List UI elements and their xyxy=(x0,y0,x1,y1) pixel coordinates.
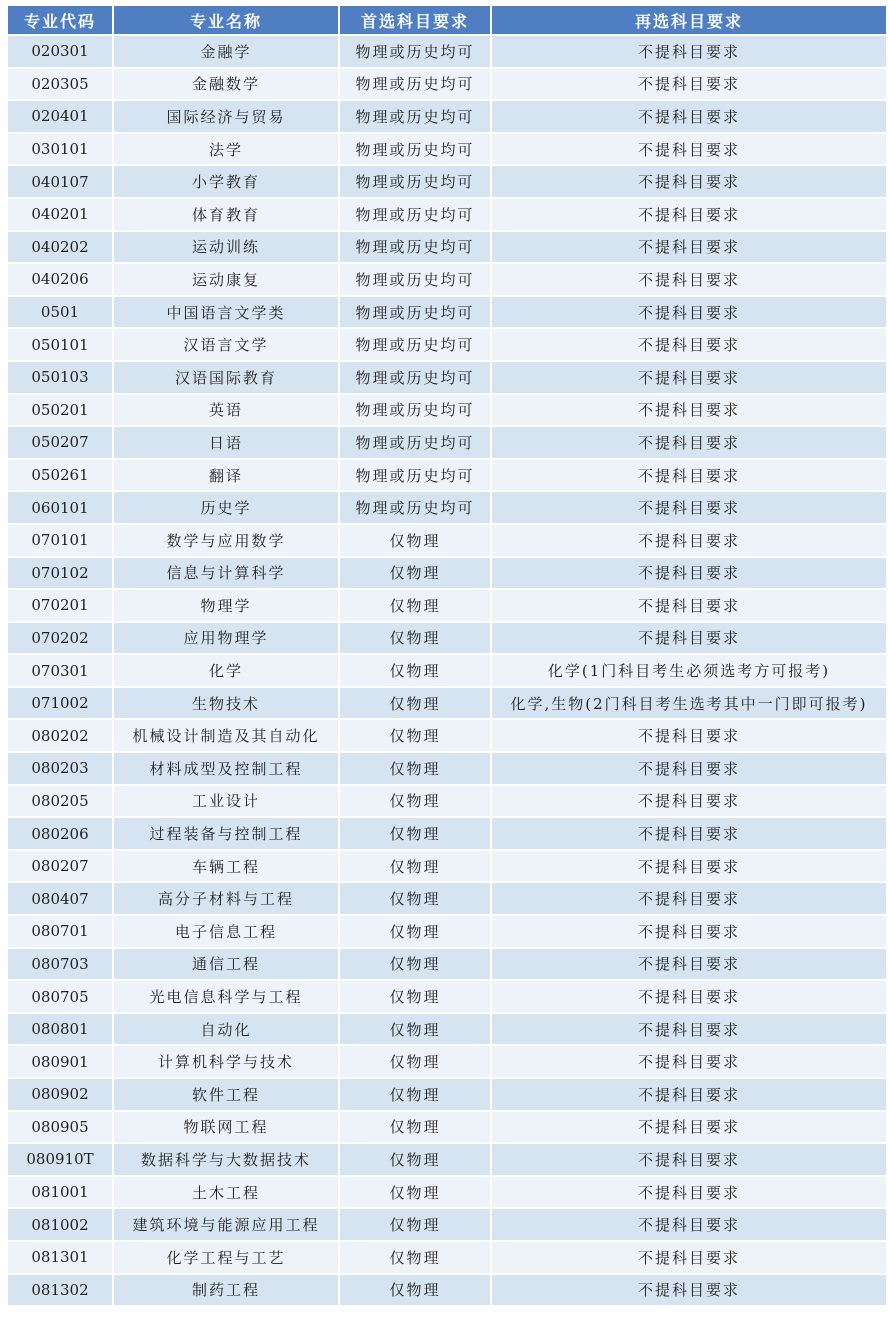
table-row xyxy=(8,69,886,100)
second-choice-cell: 不提科目要求 xyxy=(492,297,886,328)
major-code-cell: 081302 xyxy=(8,1275,112,1306)
table-row xyxy=(8,297,886,328)
major-code-cell: 080701 xyxy=(8,916,112,947)
table-body xyxy=(8,36,886,1305)
major-code-cell: 040202 xyxy=(8,232,112,263)
major-name-cell: 翻译 xyxy=(114,460,338,491)
major-code-cell: 050207 xyxy=(8,427,112,458)
second-choice-cell: 不提科目要求 xyxy=(492,69,886,100)
header-first-choice: 首选科目要求 xyxy=(340,6,490,34)
first-choice-cell: 物理或历史均可 xyxy=(340,134,490,165)
first-choice-cell: 仅物理 xyxy=(340,1209,490,1240)
major-name-cell: 自动化 xyxy=(114,1014,338,1045)
major-code-cell: 070101 xyxy=(8,525,112,556)
table-row xyxy=(8,1275,886,1306)
major-name-cell: 运动康复 xyxy=(114,264,338,295)
first-choice-cell: 物理或历史均可 xyxy=(340,232,490,263)
second-choice-cell: 不提科目要求 xyxy=(492,916,886,947)
table-row xyxy=(8,329,886,360)
second-choice-cell: 不提科目要求 xyxy=(492,590,886,621)
major-name-cell: 国际经济与贸易 xyxy=(114,101,338,132)
major-name-cell: 体育教育 xyxy=(114,199,338,230)
major-name-cell: 汉语言文学 xyxy=(114,329,338,360)
table-row xyxy=(8,460,886,491)
major-code-cell: 020301 xyxy=(8,36,112,67)
first-choice-cell: 仅物理 xyxy=(340,590,490,621)
major-code-cell: 080801 xyxy=(8,1014,112,1045)
first-choice-cell: 仅物理 xyxy=(340,655,490,686)
major-code-cell: 080901 xyxy=(8,1046,112,1077)
major-code-cell: 050201 xyxy=(8,395,112,426)
major-code-cell: 081301 xyxy=(8,1242,112,1273)
second-choice-cell: 不提科目要求 xyxy=(492,36,886,67)
table-row xyxy=(8,1014,886,1045)
subject-requirements-table xyxy=(6,4,888,1307)
major-code-cell: 080205 xyxy=(8,786,112,817)
major-name-cell: 化学 xyxy=(114,655,338,686)
major-name-cell: 历史学 xyxy=(114,492,338,523)
table-row xyxy=(8,36,886,67)
major-code-cell: 030101 xyxy=(8,134,112,165)
major-name-cell: 数据科学与大数据技术 xyxy=(114,1144,338,1175)
first-choice-cell: 仅物理 xyxy=(340,1079,490,1110)
second-choice-cell: 不提科目要求 xyxy=(492,101,886,132)
major-name-cell: 软件工程 xyxy=(114,1079,338,1110)
first-choice-cell: 物理或历史均可 xyxy=(340,166,490,197)
first-choice-cell: 仅物理 xyxy=(340,1144,490,1175)
first-choice-cell: 仅物理 xyxy=(340,786,490,817)
second-choice-cell: 不提科目要求 xyxy=(492,720,886,751)
major-name-cell: 过程装备与控制工程 xyxy=(114,818,338,849)
table-row xyxy=(8,1209,886,1240)
major-code-cell: 080905 xyxy=(8,1112,112,1143)
table-row xyxy=(8,492,886,523)
major-code-cell: 080206 xyxy=(8,818,112,849)
major-code-cell: 080902 xyxy=(8,1079,112,1110)
major-code-cell: 050101 xyxy=(8,329,112,360)
table-row xyxy=(8,916,886,947)
second-choice-cell: 不提科目要求 xyxy=(492,1014,886,1045)
table-row xyxy=(8,786,886,817)
major-name-cell: 金融学 xyxy=(114,36,338,67)
table-row xyxy=(8,590,886,621)
major-name-cell: 金融数学 xyxy=(114,69,338,100)
first-choice-cell: 仅物理 xyxy=(340,1014,490,1045)
first-choice-cell: 物理或历史均可 xyxy=(340,329,490,360)
major-name-cell: 材料成型及控制工程 xyxy=(114,753,338,784)
table-row xyxy=(8,525,886,556)
second-choice-cell: 不提科目要求 xyxy=(492,981,886,1012)
first-choice-cell: 仅物理 xyxy=(340,1112,490,1143)
second-choice-cell: 不提科目要求 xyxy=(492,949,886,980)
first-choice-cell: 仅物理 xyxy=(340,1177,490,1208)
major-code-cell: 0501 xyxy=(8,297,112,328)
table-row xyxy=(8,232,886,263)
table-row xyxy=(8,166,886,197)
major-code-cell: 040201 xyxy=(8,199,112,230)
major-name-cell: 机械设计制造及其自动化 xyxy=(114,720,338,751)
major-name-cell: 高分子材料与工程 xyxy=(114,883,338,914)
major-code-cell: 080705 xyxy=(8,981,112,1012)
major-code-cell: 060101 xyxy=(8,492,112,523)
major-code-cell: 070301 xyxy=(8,655,112,686)
major-code-cell: 080407 xyxy=(8,883,112,914)
first-choice-cell: 仅物理 xyxy=(340,688,490,719)
second-choice-cell: 不提科目要求 xyxy=(492,362,886,393)
major-code-cell: 070102 xyxy=(8,558,112,589)
major-name-cell: 车辆工程 xyxy=(114,851,338,882)
second-choice-cell: 不提科目要求 xyxy=(492,492,886,523)
table-row xyxy=(8,199,886,230)
second-choice-cell: 不提科目要求 xyxy=(492,1275,886,1306)
major-code-cell: 020401 xyxy=(8,101,112,132)
header-code: 专业代码 xyxy=(8,6,112,34)
second-choice-cell: 不提科目要求 xyxy=(492,199,886,230)
second-choice-cell: 不提科目要求 xyxy=(492,1112,886,1143)
table-row xyxy=(8,753,886,784)
header-row xyxy=(8,6,886,34)
first-choice-cell: 仅物理 xyxy=(340,525,490,556)
major-name-cell: 日语 xyxy=(114,427,338,458)
second-choice-cell: 不提科目要求 xyxy=(492,623,886,654)
major-name-cell: 建筑环境与能源应用工程 xyxy=(114,1209,338,1240)
second-choice-cell: 不提科目要求 xyxy=(492,1209,886,1240)
first-choice-cell: 仅物理 xyxy=(340,753,490,784)
table-row xyxy=(8,362,886,393)
second-choice-cell: 化学(1门科目考生必须选考方可报考) xyxy=(492,655,886,686)
major-name-cell: 光电信息科学与工程 xyxy=(114,981,338,1012)
major-code-cell: 020305 xyxy=(8,69,112,100)
table-row xyxy=(8,1242,886,1273)
first-choice-cell: 仅物理 xyxy=(340,720,490,751)
major-code-cell: 081002 xyxy=(8,1209,112,1240)
second-choice-cell: 不提科目要求 xyxy=(492,525,886,556)
second-choice-cell: 不提科目要求 xyxy=(492,134,886,165)
table-row xyxy=(8,1112,886,1143)
second-choice-cell: 不提科目要求 xyxy=(492,1079,886,1110)
table-header xyxy=(8,6,886,34)
major-code-cell: 080203 xyxy=(8,753,112,784)
major-code-cell: 040206 xyxy=(8,264,112,295)
major-name-cell: 小学教育 xyxy=(114,166,338,197)
header-name: 专业名称 xyxy=(114,6,338,34)
major-code-cell: 081001 xyxy=(8,1177,112,1208)
major-name-cell: 应用物理学 xyxy=(114,623,338,654)
major-name-cell: 英语 xyxy=(114,395,338,426)
first-choice-cell: 仅物理 xyxy=(340,1242,490,1273)
major-code-cell: 070202 xyxy=(8,623,112,654)
first-choice-cell: 仅物理 xyxy=(340,1275,490,1306)
first-choice-cell: 仅物理 xyxy=(340,623,490,654)
first-choice-cell: 仅物理 xyxy=(340,883,490,914)
table-row xyxy=(8,264,886,295)
first-choice-cell: 仅物理 xyxy=(340,558,490,589)
major-code-cell: 071002 xyxy=(8,688,112,719)
major-code-cell: 050261 xyxy=(8,460,112,491)
major-code-cell: 070201 xyxy=(8,590,112,621)
second-choice-cell: 不提科目要求 xyxy=(492,1177,886,1208)
header-second-choice: 再选科目要求 xyxy=(492,6,886,34)
major-name-cell: 土木工程 xyxy=(114,1177,338,1208)
first-choice-cell: 仅物理 xyxy=(340,981,490,1012)
major-code-cell: 080207 xyxy=(8,851,112,882)
first-choice-cell: 仅物理 xyxy=(340,851,490,882)
second-choice-cell: 不提科目要求 xyxy=(492,558,886,589)
first-choice-cell: 物理或历史均可 xyxy=(340,395,490,426)
table-row xyxy=(8,1046,886,1077)
table-row xyxy=(8,134,886,165)
second-choice-cell: 不提科目要求 xyxy=(492,753,886,784)
major-name-cell: 汉语国际教育 xyxy=(114,362,338,393)
major-name-cell: 计算机科学与技术 xyxy=(114,1046,338,1077)
table-row xyxy=(8,720,886,751)
second-choice-cell: 不提科目要求 xyxy=(492,427,886,458)
table-row xyxy=(8,688,886,719)
major-name-cell: 信息与计算科学 xyxy=(114,558,338,589)
table-row xyxy=(8,623,886,654)
major-name-cell: 物理学 xyxy=(114,590,338,621)
table-row xyxy=(8,101,886,132)
major-name-cell: 通信工程 xyxy=(114,949,338,980)
table-row xyxy=(8,981,886,1012)
major-name-cell: 工业设计 xyxy=(114,786,338,817)
second-choice-cell: 不提科目要求 xyxy=(492,1242,886,1273)
first-choice-cell: 仅物理 xyxy=(340,818,490,849)
first-choice-cell: 物理或历史均可 xyxy=(340,69,490,100)
second-choice-cell: 不提科目要求 xyxy=(492,460,886,491)
major-name-cell: 数学与应用数学 xyxy=(114,525,338,556)
table-row xyxy=(8,655,886,686)
first-choice-cell: 物理或历史均可 xyxy=(340,427,490,458)
second-choice-cell: 不提科目要求 xyxy=(492,166,886,197)
table-row xyxy=(8,851,886,882)
first-choice-cell: 物理或历史均可 xyxy=(340,362,490,393)
first-choice-cell: 物理或历史均可 xyxy=(340,492,490,523)
major-name-cell: 化学工程与工艺 xyxy=(114,1242,338,1273)
major-code-cell: 040107 xyxy=(8,166,112,197)
second-choice-cell: 不提科目要求 xyxy=(492,395,886,426)
major-name-cell: 中国语言文学类 xyxy=(114,297,338,328)
table-row xyxy=(8,883,886,914)
table-row xyxy=(8,1079,886,1110)
major-name-cell: 制药工程 xyxy=(114,1275,338,1306)
first-choice-cell: 仅物理 xyxy=(340,949,490,980)
first-choice-cell: 仅物理 xyxy=(340,916,490,947)
second-choice-cell: 不提科目要求 xyxy=(492,329,886,360)
first-choice-cell: 物理或历史均可 xyxy=(340,297,490,328)
major-name-cell: 生物技术 xyxy=(114,688,338,719)
first-choice-cell: 物理或历史均可 xyxy=(340,264,490,295)
first-choice-cell: 物理或历史均可 xyxy=(340,460,490,491)
table-row xyxy=(8,1144,886,1175)
second-choice-cell: 化学,生物(2门科目考生选考其中一门即可报考) xyxy=(492,688,886,719)
second-choice-cell: 不提科目要求 xyxy=(492,786,886,817)
table-row xyxy=(8,949,886,980)
major-name-cell: 法学 xyxy=(114,134,338,165)
major-name-cell: 物联网工程 xyxy=(114,1112,338,1143)
major-code-cell: 050103 xyxy=(8,362,112,393)
table-row xyxy=(8,818,886,849)
second-choice-cell: 不提科目要求 xyxy=(492,818,886,849)
major-code-cell: 080202 xyxy=(8,720,112,751)
second-choice-cell: 不提科目要求 xyxy=(492,1046,886,1077)
major-name-cell: 运动训练 xyxy=(114,232,338,263)
second-choice-cell: 不提科目要求 xyxy=(492,232,886,263)
table-row xyxy=(8,395,886,426)
table-row xyxy=(8,427,886,458)
table-row xyxy=(8,1177,886,1208)
first-choice-cell: 物理或历史均可 xyxy=(340,101,490,132)
first-choice-cell: 物理或历史均可 xyxy=(340,199,490,230)
first-choice-cell: 物理或历史均可 xyxy=(340,36,490,67)
second-choice-cell: 不提科目要求 xyxy=(492,1144,886,1175)
table-row xyxy=(8,558,886,589)
second-choice-cell: 不提科目要求 xyxy=(492,851,886,882)
major-code-cell: 080910T xyxy=(8,1144,112,1175)
second-choice-cell: 不提科目要求 xyxy=(492,883,886,914)
first-choice-cell: 仅物理 xyxy=(340,1046,490,1077)
second-choice-cell: 不提科目要求 xyxy=(492,264,886,295)
major-name-cell: 电子信息工程 xyxy=(114,916,338,947)
major-code-cell: 080703 xyxy=(8,949,112,980)
